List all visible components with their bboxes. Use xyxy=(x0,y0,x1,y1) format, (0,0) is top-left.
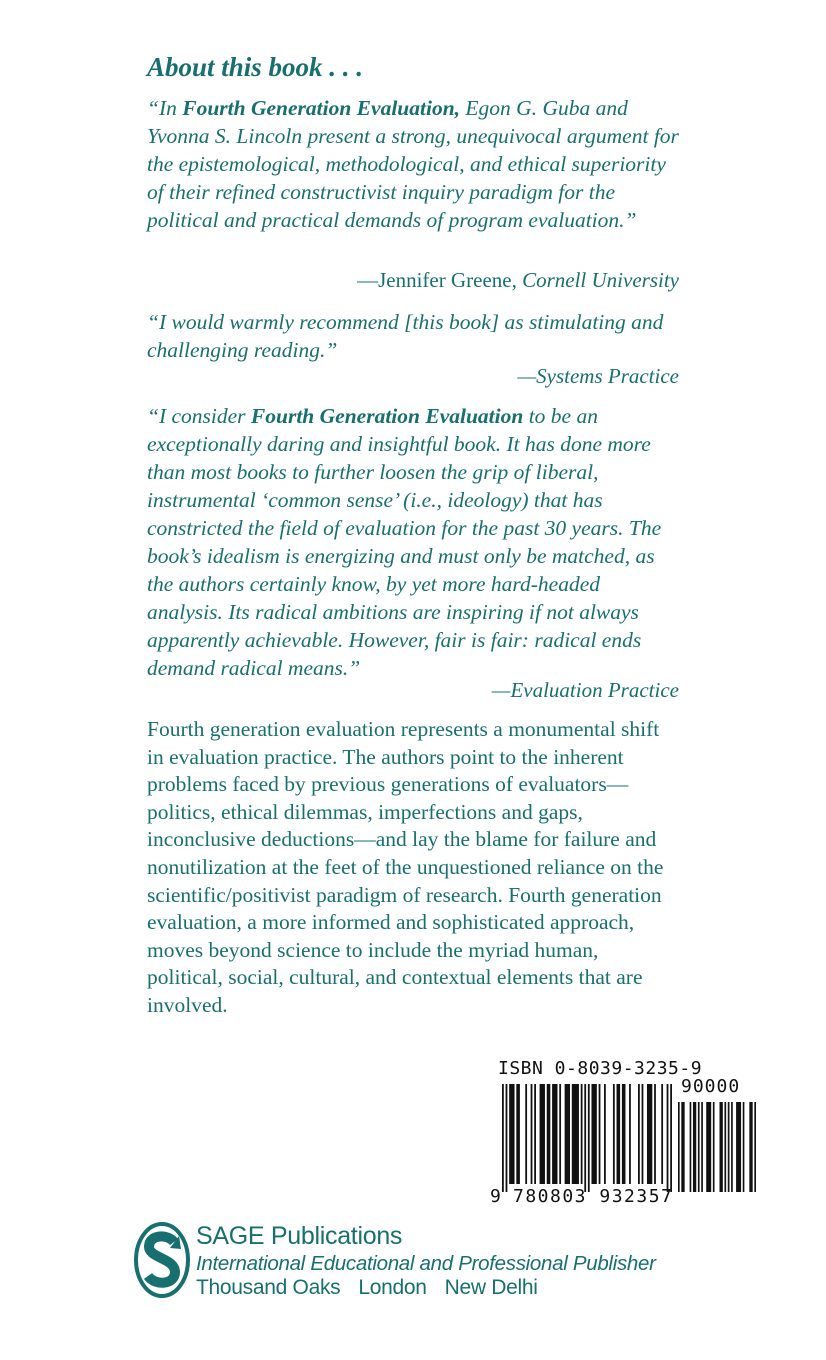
ean-bar xyxy=(604,1084,606,1184)
ean-bar xyxy=(647,1084,652,1184)
city-new-delhi: New Delhi xyxy=(444,1276,538,1299)
ean-bar xyxy=(552,1084,557,1184)
ean-digits: 780803 932357 xyxy=(513,1186,674,1207)
ean-bar xyxy=(661,1084,663,1184)
review-quote-3 xyxy=(147,402,679,682)
review-attribution-1 xyxy=(147,266,679,294)
ean-bar xyxy=(588,1084,590,1192)
ean-bar xyxy=(559,1084,561,1184)
attribution-source: —Evaluation Practice xyxy=(491,678,679,702)
city-thousand-oaks: Thousand Oaks xyxy=(196,1276,341,1299)
ean-bar xyxy=(591,1084,596,1184)
ean-bar xyxy=(584,1084,586,1192)
addon-bar xyxy=(731,1102,733,1192)
book-title: Fourth Generation Evaluation, xyxy=(182,96,461,120)
city-london: London xyxy=(358,1276,427,1299)
ean-bar xyxy=(572,1084,579,1184)
ean-bar xyxy=(670,1084,672,1192)
review-text: Egon G. Guba and Yvonna S. Lincoln present a strong, unequivocal argument for the epistemological, methodological, and ethical superiority of their refined constructivist inquiry paradigm for the political and practical demands of program evaluation.” xyxy=(147,96,679,232)
ean-barcode-bars xyxy=(502,1084,672,1192)
addon-bar xyxy=(743,1102,745,1192)
ean-bar xyxy=(534,1084,536,1184)
review-attribution-2 xyxy=(147,362,679,390)
ean-bar xyxy=(506,1084,508,1192)
attribution-source: —Systems Practice xyxy=(517,364,679,388)
ean-bar xyxy=(516,1084,520,1184)
addon-bar xyxy=(713,1102,715,1192)
addon-bar xyxy=(678,1102,680,1192)
price-code: 90000 xyxy=(681,1076,741,1097)
publisher-block xyxy=(134,1222,694,1302)
ean-bar xyxy=(599,1084,601,1184)
about-heading: About this book . . . xyxy=(147,52,364,82)
review-text: to be an exceptionally daring and insightful book. It has done more than most books to further loosen the grip of liberal, instrumental ‘common sense’ (i.e., ideology) that has constricted the field of evaluation for the past 30 years. The book’s idealism is energizing and must only be matched, as the authors certainly know, by yet more hard-headed analysis. Its radical ambitions are inspiring if not always apparently achievable. However, fair is fair: radical ends demand radical means.” xyxy=(147,404,662,680)
addon-bar xyxy=(693,1102,696,1192)
ean-bar xyxy=(509,1084,514,1184)
addon-bar xyxy=(736,1102,741,1192)
publisher-cities xyxy=(196,1276,556,1300)
publisher-tagline: International Educational and Professional Publisher xyxy=(196,1252,656,1275)
ean-first-digit: 9 xyxy=(490,1186,501,1207)
addon-bar xyxy=(754,1102,756,1192)
addon-bar xyxy=(701,1102,703,1192)
publisher-name: SAGE Publications xyxy=(196,1222,403,1250)
addon-bar xyxy=(690,1102,692,1192)
addon-bar xyxy=(706,1102,711,1192)
review-attribution-3 xyxy=(147,676,679,704)
ean-bar xyxy=(547,1084,551,1184)
ean-bar xyxy=(667,1084,669,1192)
ean-bar xyxy=(622,1084,626,1184)
ean-bar xyxy=(642,1084,644,1184)
attribution-name: —Jennifer Greene, xyxy=(357,268,523,292)
ean-bar xyxy=(565,1084,570,1184)
addon-bar xyxy=(681,1102,684,1192)
addon-barcode-bars xyxy=(678,1102,756,1192)
ean-bar xyxy=(629,1084,631,1184)
review-quote-1 xyxy=(147,94,679,234)
ean-bar xyxy=(540,1084,545,1184)
book-title: Fourth Generation Evaluation xyxy=(250,404,524,428)
book-description: Fourth generation evaluation represents a monumental shift in evaluation practice. The authors point to the inherent problems faced by previous generations of evaluators—politics, ethical dilemmas, imperfections and gaps, inconclusive deductions—and lay the blame for failure and nonutilization at the feet of the unquestioned reliance on the scientific/positivist paradigm of research. Fourth generation evaluation, a more informed and sophisticated approach, moves beyond science to include the myriad human, political, social, cultural, and contextual elements that are involved. xyxy=(147,717,664,1017)
sage-logo-icon xyxy=(134,1222,190,1298)
addon-bar xyxy=(749,1102,752,1192)
isbn-number: ISBN 0-8039-3235-9 xyxy=(498,1058,703,1079)
addon-bar xyxy=(728,1102,730,1192)
review-quote-2: “I would warmly recommend [this book] as stimulating and challenging reading.” xyxy=(147,310,664,362)
ean-bar xyxy=(502,1084,504,1192)
ean-bar xyxy=(617,1084,621,1184)
ean-bar xyxy=(531,1084,533,1184)
barcode-block xyxy=(488,1058,758,1218)
addon-bar xyxy=(698,1102,700,1192)
ean-bar xyxy=(613,1084,615,1184)
attribution-org: Cornell University xyxy=(522,268,679,292)
addon-bar xyxy=(724,1102,726,1192)
ean-bar xyxy=(581,1084,583,1184)
addon-bar xyxy=(719,1102,722,1192)
ean-bar xyxy=(525,1084,527,1184)
ean-bar xyxy=(654,1084,656,1184)
ean-bar xyxy=(638,1084,640,1184)
review-open-quote: “I consider xyxy=(147,404,251,428)
review-open-quote: “In xyxy=(147,96,183,120)
